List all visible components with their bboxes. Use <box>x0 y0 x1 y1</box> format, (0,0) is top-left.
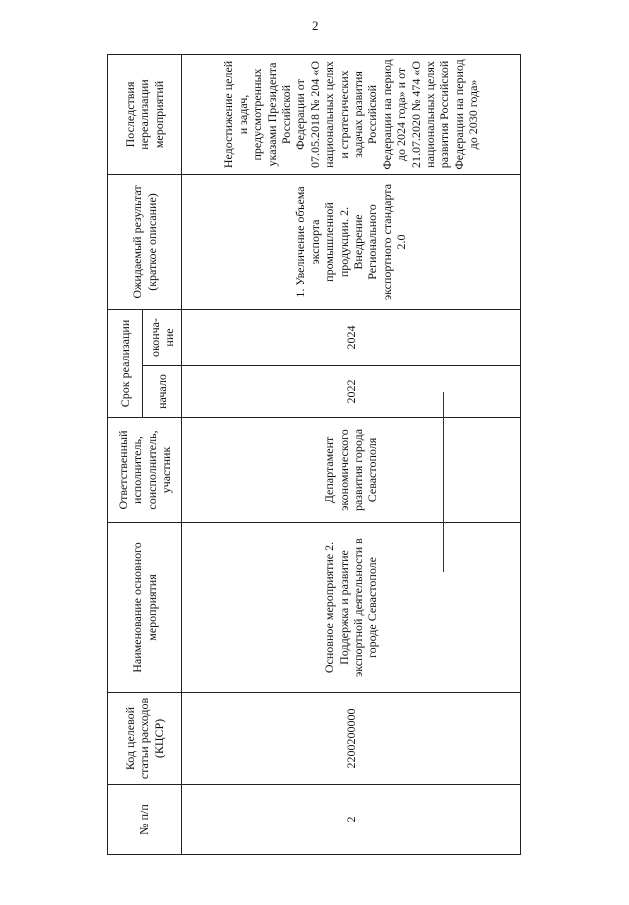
header-name: Наименование основного мероприятия <box>108 523 182 693</box>
cell-consequences: Недостижение целей и задач, предусмотренных указами Президента Российской Федерации от 07.05.2018 № 204 «О национальных целях и стратегических задачах развития Российской Федерации на период до 2024 года» и от 21.07.2020 № 474 «О национальных целях развития Российской Федерации на период до 2030 года» <box>182 54 521 174</box>
header-code: Код целевой статьи расходов (КЦСР) <box>108 693 182 785</box>
cell-code: 2200200000 <box>182 693 521 785</box>
separator-line <box>443 392 444 572</box>
header-end: оконча-ние <box>143 309 182 365</box>
header-num: № п/п <box>108 785 182 855</box>
cell-end: 2024 <box>182 309 521 365</box>
cell-responsible: Департамент экономического развития города Севастополя <box>182 418 521 523</box>
page-number: 2 <box>312 18 319 33</box>
header-period: Срок реализации <box>108 309 143 417</box>
cell-start: 2022 <box>182 366 521 418</box>
header-responsible: Ответственный исполнитель, соисполнитель, участник <box>108 418 182 523</box>
cell-num: 2 <box>182 785 521 855</box>
rotated-table-container <box>107 55 521 855</box>
cell-result: 1. Увеличение объема экспорта промышленной продукции. 2. Внедрение Регионального экспортного стандарта 2.0 <box>182 174 521 309</box>
header-consequences: Последствия нереализации мероприятий <box>108 54 182 174</box>
header-result: Ожидаемый результат (краткое описание) <box>108 174 182 309</box>
table-row <box>182 54 521 854</box>
header-row-1 <box>108 54 143 854</box>
cell-name: Основное мероприятие 2. Поддержка и развитие экспортной деятельности в городе Севастополе <box>182 523 521 693</box>
header-start: начало <box>143 366 182 418</box>
activities-table <box>107 54 521 855</box>
